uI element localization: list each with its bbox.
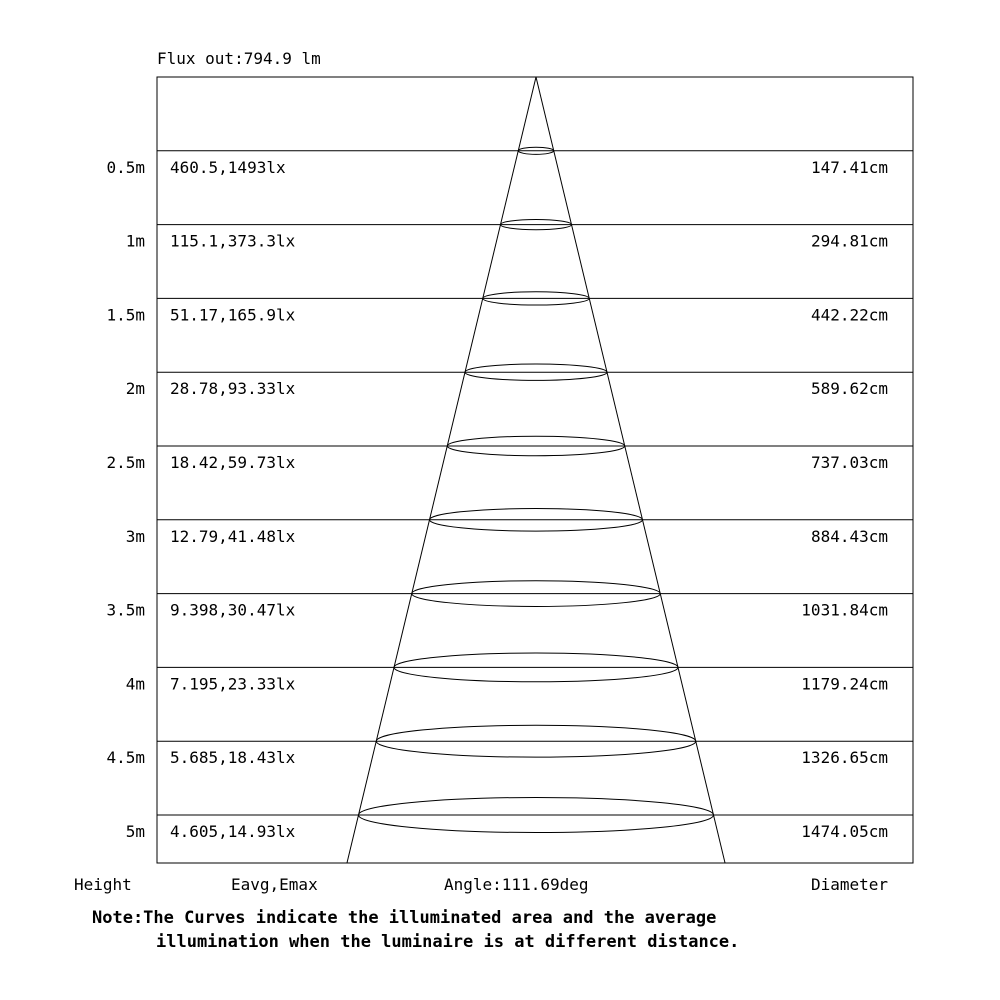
eavg-emax-value: 7.195,23.33lx <box>170 674 296 694</box>
height-label: 3m <box>125 526 145 546</box>
eavg-emax-value: 115.1,373.3lx <box>170 231 296 251</box>
diameter-value: 1474.05cm <box>801 822 888 841</box>
cone-left-edge <box>347 77 536 863</box>
eavg-emax-value: 4.605,14.93lx <box>170 822 296 841</box>
eavg-emax-value: 18.42,59.73lx <box>170 453 296 472</box>
height-label: 0.5m <box>106 157 145 177</box>
diameter-value: 589.62cm <box>810 379 888 399</box>
diameter-value: 1326.65cm <box>801 748 888 768</box>
eavg-emax-value: 460.5,1493lx <box>170 157 286 177</box>
diameter-value: 147.41cm <box>810 157 888 177</box>
diameter-value: 1179.24cm <box>801 674 888 694</box>
diameter-value: 737.03cm <box>810 453 888 472</box>
eavg-emax-value: 9.398,30.47lx <box>170 600 296 620</box>
eavg-emax-value: 51.17,165.9lx <box>170 305 296 325</box>
note-line-1: Note:The Curves indicate the illuminated area and the average <box>92 908 717 928</box>
diameter-value: 442.22cm <box>810 305 888 325</box>
height-label: 1m <box>125 231 145 251</box>
eavg-emax-value: 5.685,18.43lx <box>170 748 296 768</box>
cone-layer <box>347 77 725 863</box>
diameter-value: 884.43cm <box>810 526 888 546</box>
height-label: 3.5m <box>106 600 145 620</box>
note-line-2: illumination when the luminaire is at different distance. <box>156 932 740 952</box>
height-label: 2m <box>125 379 145 399</box>
height-label: 5m <box>125 822 145 841</box>
rows-layer <box>106 151 913 841</box>
diameter-axis-label: Diameter <box>810 875 888 894</box>
eavg-emax-value: 28.78,93.33lx <box>170 379 296 399</box>
height-label: 4.5m <box>106 748 145 768</box>
flux-label: Flux out:794.9 lm <box>157 49 321 68</box>
diameter-value: 1031.84cm <box>801 600 888 620</box>
height-axis-label: Height <box>74 875 132 894</box>
note <box>92 906 739 954</box>
height-label: 2.5m <box>106 453 145 472</box>
cone-right-edge <box>536 77 725 863</box>
height-label: 4m <box>125 674 145 694</box>
angle-label: Angle:111.69deg <box>444 875 589 894</box>
eavg-emax-value: 12.79,41.48lx <box>170 526 296 546</box>
height-label: 1.5m <box>106 305 145 325</box>
eavg-emax-axis-label: Eavg,Emax <box>231 875 318 894</box>
diameter-value: 294.81cm <box>810 231 888 251</box>
